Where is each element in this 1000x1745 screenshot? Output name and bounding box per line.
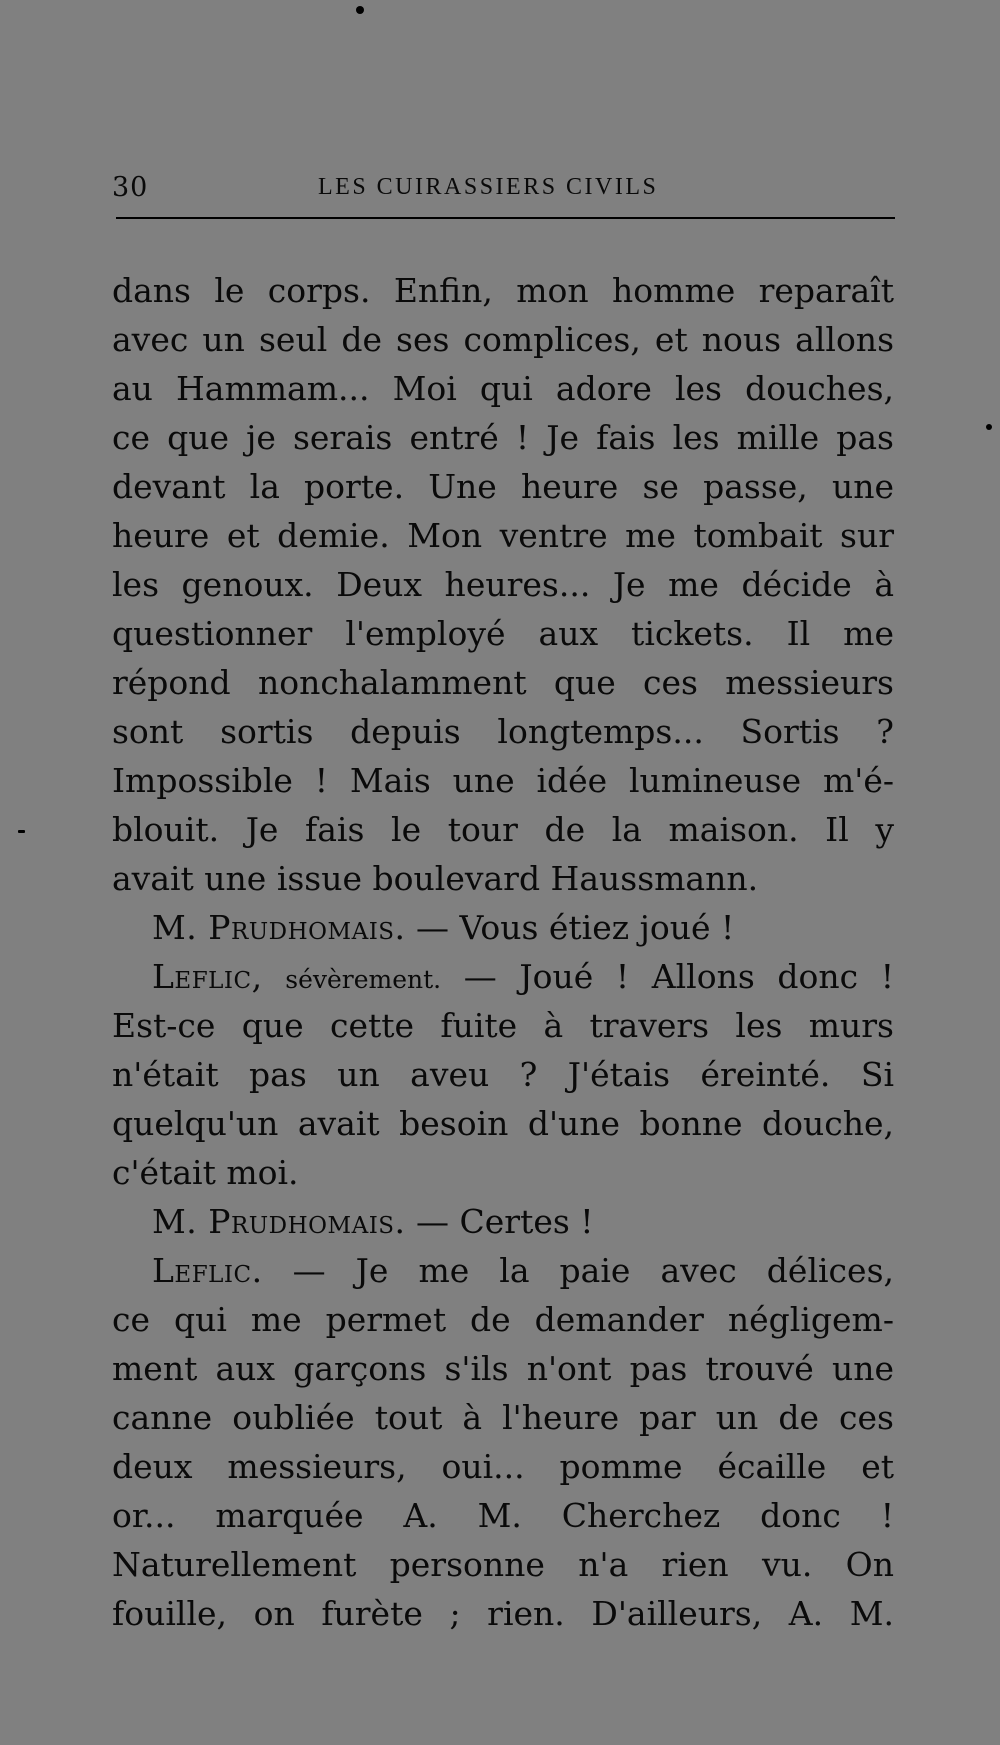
page-number: 30	[112, 172, 149, 203]
dialogue-line	[112, 1246, 894, 1295]
body-text	[112, 266, 894, 1638]
text-line: n'était pas un aveu ? J'étais éreinté. Si	[112, 1055, 894, 1094]
ink-speck	[986, 424, 992, 430]
text-line: ment aux garçons s'ils n'ont pas trouvé une	[112, 1349, 894, 1388]
text-line: les genoux. Deux heures... Je me décide à	[112, 565, 894, 604]
text-line: heure et demie. Mon ventre me tombait sur	[112, 516, 894, 555]
text-line: ce qui me permet de demander négligem-	[112, 1300, 894, 1339]
text-line: or... marquée A. M. Cherchez donc !	[112, 1496, 894, 1535]
text-line: c'était moi.	[112, 1153, 299, 1192]
text-line: questionner l'employé aux tickets. Il me	[112, 614, 894, 653]
dialogue-line	[112, 903, 894, 952]
ink-speck	[356, 6, 364, 14]
dialogue-text: — Joué ! Allons donc !	[463, 957, 894, 996]
text-line: au Hammam... Moi qui adore les douches,	[112, 369, 894, 408]
text-line: quelqu'un avait besoin d'une bonne douche,	[112, 1104, 894, 1143]
dialogue-line	[112, 1197, 894, 1246]
stage-direction: sévèrement.	[285, 965, 442, 994]
running-title: LES CUIRASSIERS CIVILS	[318, 174, 659, 200]
speaker-name: M. Prudhomais.	[152, 908, 406, 947]
text-line: deux messieurs, oui... pomme écaille et	[112, 1447, 894, 1486]
text-line: devant la porte. Une heure se passe, une	[112, 467, 894, 506]
header-rule	[116, 217, 895, 219]
dialogue-line	[112, 952, 894, 1001]
page-header	[112, 172, 894, 212]
text-line: Impossible ! Mais une idée lumineuse m'é-	[112, 761, 894, 800]
text-line: sont sortis depuis longtemps... Sortis ?	[112, 712, 894, 751]
text-line: blouit. Je fais le tour de la maison. Il y	[112, 810, 894, 849]
text-line: avait une issue boulevard Haussmann.	[112, 859, 759, 898]
text-line: canne oubliée tout à l'heure par un de ces	[112, 1398, 894, 1437]
dialogue-text: — Certes !	[416, 1202, 594, 1241]
text-line: Est-ce que cette fuite à travers les murs	[112, 1006, 894, 1045]
text-line: dans le corps. Enfin, mon homme reparaît	[112, 271, 894, 310]
dialogue-text: — Vous étiez joué !	[416, 908, 735, 947]
text-line: répond nonchalamment que ces messieurs	[112, 663, 894, 702]
text-line: avec un seul de ses complices, et nous allons	[112, 320, 894, 359]
speaker-name: M. Prudhomais.	[152, 1202, 406, 1241]
text-line: ce que je serais entré ! Je fais les mille pas	[112, 418, 894, 457]
ink-speck	[18, 830, 25, 833]
dialogue-text: — Je me la paie avec délices,	[292, 1251, 894, 1290]
speaker-name: Leflic.	[152, 1251, 263, 1290]
speaker-name: Leflic,	[152, 957, 263, 996]
text-line: Naturellement personne n'a rien vu. On	[112, 1545, 894, 1584]
text-line: fouille, on furète ; rien. D'ailleurs, A. M.	[112, 1594, 894, 1633]
